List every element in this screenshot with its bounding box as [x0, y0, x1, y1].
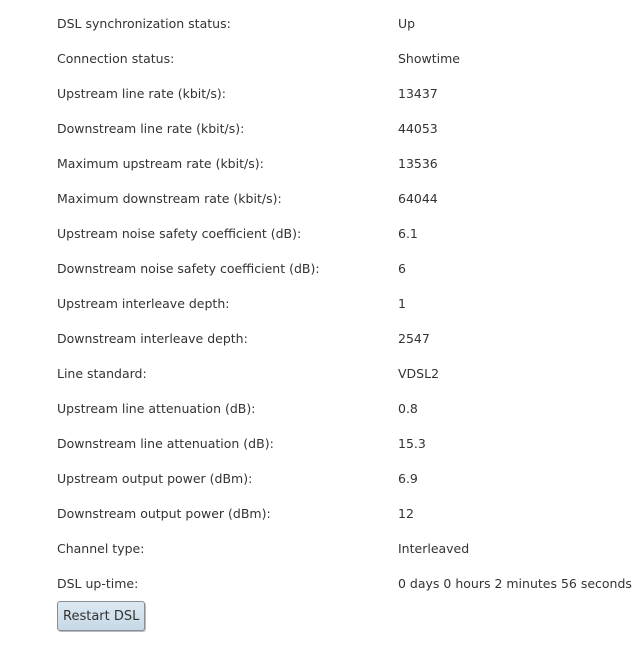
upstream-interleave-depth-label: Upstream interleave depth:: [57, 296, 230, 311]
downstream-output-power-value: 12: [398, 506, 414, 521]
downstream-noise-margin-value: 6: [398, 261, 406, 276]
dsl-status-table: [57, 6, 632, 601]
row-dsl-uptime: [57, 566, 632, 601]
connection-status-value: Showtime: [398, 51, 460, 66]
upstream-output-power-label: Upstream output power (dBm):: [57, 471, 253, 486]
downstream-noise-margin-label: Downstream noise safety coefficient (dB):: [57, 261, 320, 276]
row-upstream-line-rate: [57, 76, 627, 111]
row-upstream-output-power: [57, 461, 627, 496]
upstream-line-rate-value: 13437: [398, 86, 438, 101]
line-standard-value: VDSL2: [398, 366, 440, 381]
row-upstream-attenuation: [57, 391, 627, 426]
downstream-attenuation-label: Downstream line attenuation (dB):: [57, 436, 274, 451]
max-upstream-rate-label: Maximum upstream rate (kbit/s):: [57, 156, 264, 171]
channel-type-label: Channel type:: [57, 541, 145, 556]
dsl-uptime-label: DSL up-time:: [57, 576, 139, 591]
row-downstream-noise-margin: [57, 251, 627, 286]
downstream-attenuation-value: 15.3: [398, 436, 426, 451]
row-upstream-interleave-depth: [57, 286, 627, 321]
max-upstream-rate-value: 13536: [398, 156, 438, 171]
connection-status-label: Connection status:: [57, 51, 175, 66]
row-max-downstream-rate: [57, 181, 627, 216]
restart-dsl-button[interactable]: Restart DSL: [57, 601, 145, 631]
upstream-output-power-value: 6.9: [398, 471, 418, 486]
upstream-line-rate-label: Upstream line rate (kbit/s):: [57, 86, 226, 101]
dsl-sync-status-label: DSL synchronization status:: [57, 16, 231, 31]
upstream-noise-margin-label: Upstream noise safety coefficient (dB):: [57, 226, 302, 241]
downstream-interleave-depth-label: Downstream interleave depth:: [57, 331, 248, 346]
dsl-sync-status-value: Up: [398, 16, 416, 31]
max-downstream-rate-value: 64044: [398, 191, 438, 206]
channel-type-value: Interleaved: [398, 541, 470, 556]
upstream-noise-margin-value: 6.1: [398, 226, 418, 241]
row-max-upstream-rate: [57, 146, 627, 181]
upstream-interleave-depth-value: 1: [398, 296, 406, 311]
row-channel-type: [57, 531, 627, 566]
downstream-line-rate-label: Downstream line rate (kbit/s):: [57, 121, 245, 136]
downstream-line-rate-value: 44053: [398, 121, 438, 136]
row-downstream-output-power: [57, 496, 627, 531]
row-line-standard: [57, 356, 627, 391]
upstream-attenuation-label: Upstream line attenuation (dB):: [57, 401, 256, 416]
max-downstream-rate-label: Maximum downstream rate (kbit/s):: [57, 191, 282, 206]
downstream-output-power-label: Downstream output power (dBm):: [57, 506, 271, 521]
row-dsl-sync-status: [57, 6, 627, 41]
line-standard-label: Line standard:: [57, 366, 147, 381]
upstream-attenuation-value: 0.8: [398, 401, 418, 416]
row-connection-status: [57, 41, 627, 76]
downstream-interleave-depth-value: 2547: [398, 331, 430, 346]
row-downstream-attenuation: [57, 426, 627, 461]
row-downstream-line-rate: [57, 111, 627, 146]
row-downstream-interleave-depth: [57, 321, 627, 356]
row-upstream-noise-margin: [57, 216, 627, 251]
dsl-uptime-value: 0 days 0 hours 2 minutes 56 seconds: [398, 576, 632, 591]
